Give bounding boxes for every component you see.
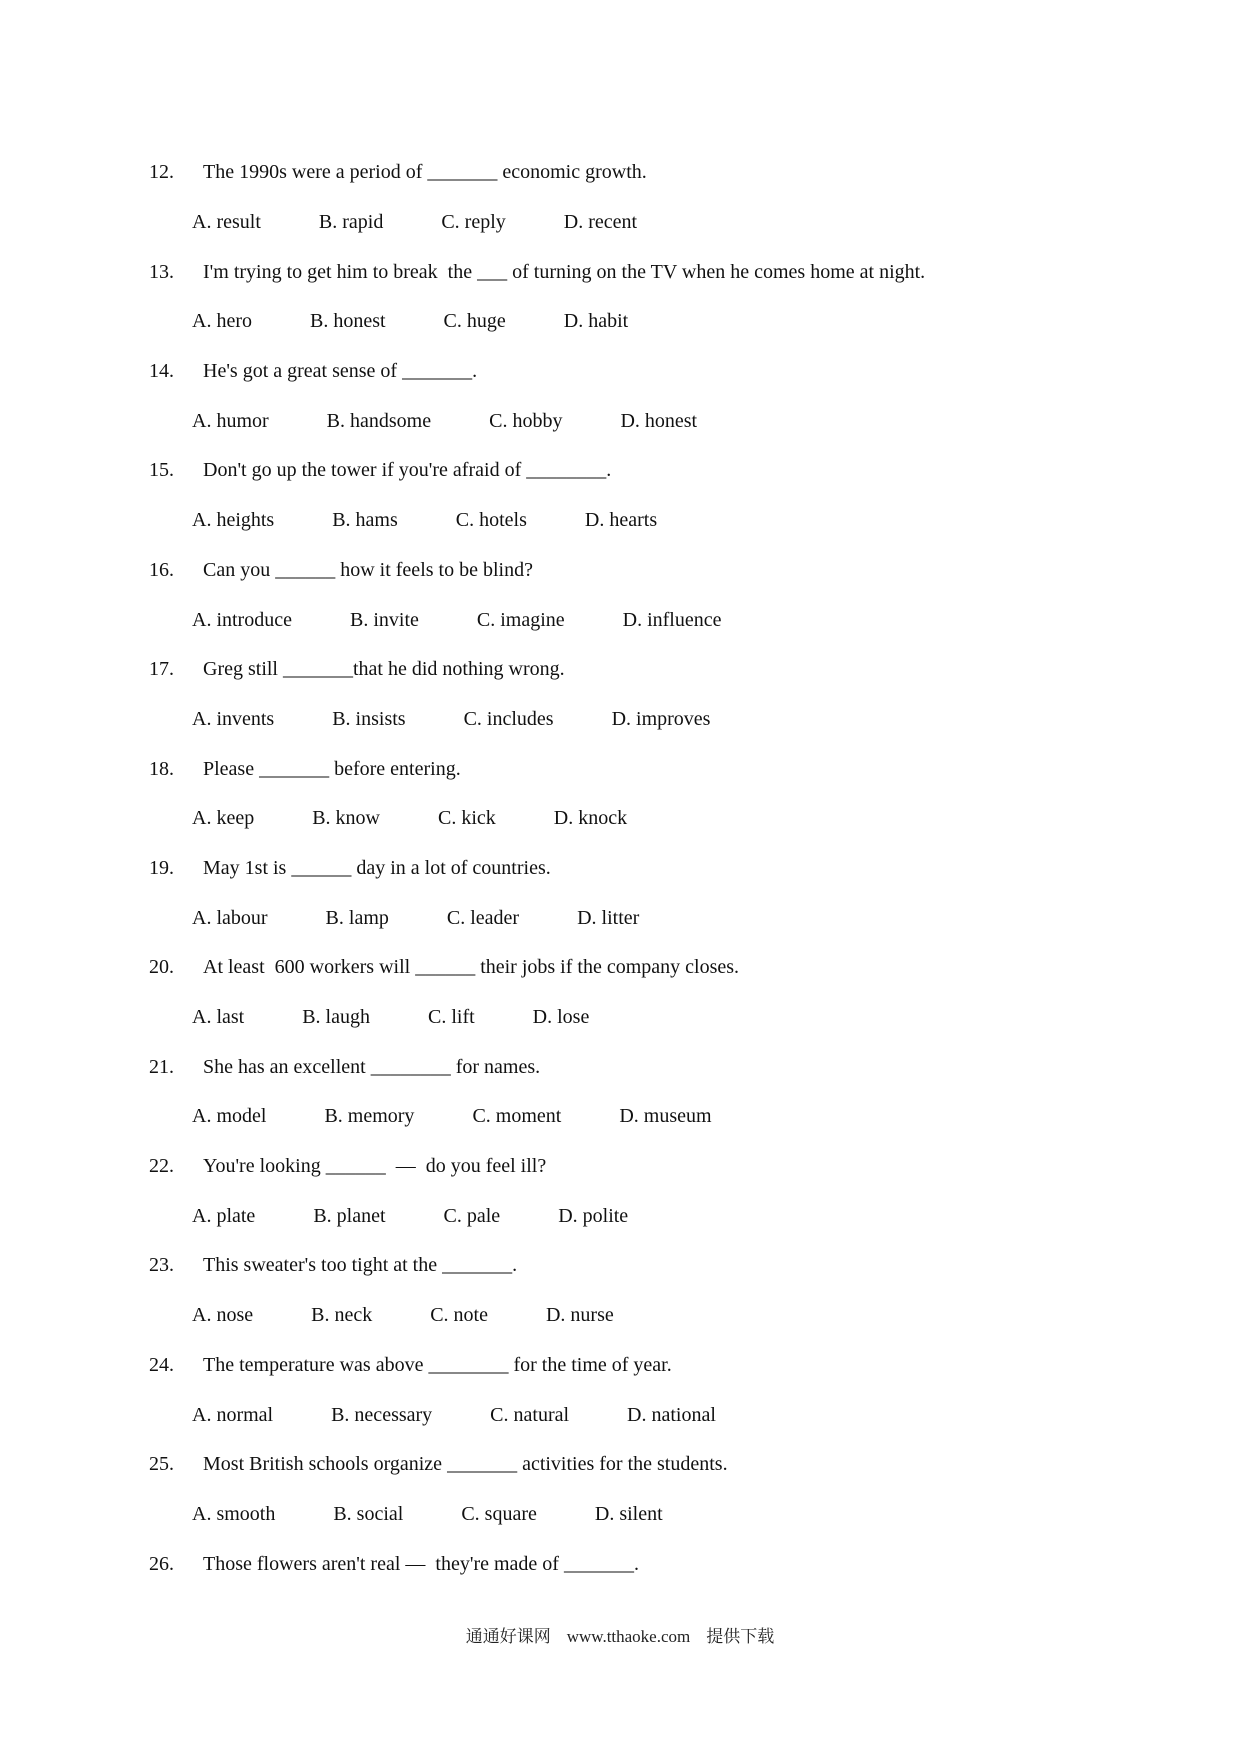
question-text: Please _______ before entering.: [203, 757, 461, 780]
option: A. plate: [192, 1204, 256, 1227]
question-line: [149, 546, 1209, 596]
question-line: [149, 1539, 1209, 1589]
question-block: [149, 347, 1209, 446]
question-block: [149, 1539, 1209, 1589]
question-number: 12.: [149, 161, 174, 184]
options-row: [149, 297, 1209, 347]
options-row: [149, 198, 1209, 248]
question-text: Those flowers aren't real — they're made of _______.: [203, 1552, 639, 1575]
options-row: [149, 1390, 1209, 1440]
option: C. kick: [438, 807, 496, 830]
question-number: 23.: [149, 1254, 174, 1277]
question-number: 17.: [149, 658, 174, 681]
question-number: 13.: [149, 260, 174, 283]
question-block: [149, 148, 1209, 247]
question-text: Most British schools organize _______ activities for the students.: [203, 1453, 728, 1476]
question-number: 14.: [149, 360, 174, 383]
option: B. hams: [332, 509, 398, 532]
question-number: 21.: [149, 1055, 174, 1078]
option: A. smooth: [192, 1502, 276, 1525]
footer-site-name: 通通好课网: [465, 1627, 551, 1646]
option: B. laugh: [302, 1006, 370, 1029]
option: D. influence: [622, 608, 722, 631]
option: C. pale: [443, 1204, 501, 1227]
option: B. neck: [311, 1304, 373, 1327]
options-row: [149, 1490, 1209, 1540]
option: D. honest: [620, 409, 698, 432]
option: A. nose: [192, 1304, 254, 1327]
question-line: [149, 148, 1209, 198]
question-block: [149, 943, 1209, 1042]
question-number: 16.: [149, 558, 174, 581]
question-line: [149, 247, 1209, 297]
question-text: The temperature was above ________ for the time of year.: [203, 1353, 672, 1376]
question-block: [149, 446, 1209, 545]
option: C. huge: [443, 310, 506, 333]
option: A. heights: [192, 509, 275, 532]
question-line: [149, 744, 1209, 794]
page-footer: [0, 1622, 1240, 1647]
option: B. insists: [332, 707, 406, 730]
option: A. hero: [192, 310, 252, 333]
option: C. leader: [446, 906, 520, 929]
option: B. invite: [349, 608, 419, 631]
option: A. invents: [192, 707, 275, 730]
option: A. introduce: [192, 608, 292, 631]
option: A. keep: [192, 807, 255, 830]
question-block: [149, 1440, 1209, 1539]
option: C. includes: [463, 707, 554, 730]
option: A. model: [192, 1105, 267, 1128]
question-block: [149, 645, 1209, 744]
question-block: [149, 1042, 1209, 1141]
option: B. planet: [313, 1204, 386, 1227]
options-row: [149, 993, 1209, 1043]
option: D. lose: [532, 1006, 590, 1029]
option: B. lamp: [325, 906, 389, 929]
option: C. lift: [428, 1006, 475, 1029]
options-row: [149, 794, 1209, 844]
question-line: [149, 645, 1209, 695]
option: D. silent: [594, 1502, 663, 1525]
question-block: [149, 844, 1209, 943]
footer-url: www.tthaoke.com: [566, 1627, 691, 1646]
question-block: [149, 247, 1209, 346]
question-line: [149, 1440, 1209, 1490]
option: C. note: [430, 1304, 488, 1327]
option: D. improves: [611, 707, 711, 730]
question-block: [149, 546, 1209, 645]
option: B. memory: [324, 1105, 415, 1128]
question-number: 24.: [149, 1353, 174, 1376]
question-line: [149, 943, 1209, 993]
option: C. hobby: [489, 409, 563, 432]
option: D. knock: [553, 807, 628, 830]
options-row: [149, 595, 1209, 645]
option: A. result: [192, 211, 261, 234]
option: A. last: [192, 1006, 245, 1029]
question-text: May 1st is ______ day in a lot of countries.: [203, 856, 551, 879]
footer-download-note: 提供下载: [706, 1627, 775, 1646]
question-text: He's got a great sense of _______.: [203, 360, 478, 383]
option: B. social: [333, 1502, 404, 1525]
option: B. necessary: [331, 1403, 433, 1426]
option: D. polite: [558, 1204, 629, 1227]
option: D. nurse: [545, 1304, 614, 1327]
question-block: [149, 1341, 1209, 1440]
question-line: [149, 1042, 1209, 1092]
question-block: [149, 1241, 1209, 1340]
question-text: The 1990s were a period of _______ economic growth.: [203, 161, 647, 184]
option: D. habit: [563, 310, 629, 333]
options-row: [149, 695, 1209, 745]
option: C. imagine: [476, 608, 565, 631]
option: C. square: [461, 1502, 537, 1525]
question-line: [149, 347, 1209, 397]
option: D. hearts: [584, 509, 658, 532]
option: A. humor: [192, 409, 269, 432]
option: B. handsome: [326, 409, 432, 432]
question-number: 22.: [149, 1155, 174, 1178]
question-number: 26.: [149, 1552, 174, 1575]
question-line: [149, 844, 1209, 894]
option: A. labour: [192, 906, 268, 929]
options-row: [149, 1291, 1209, 1341]
question-text: At least 600 workers will ______ their jobs if the company closes.: [203, 956, 740, 979]
question-text: Greg still _______that he did nothing wrong.: [203, 658, 565, 681]
question-number: 19.: [149, 856, 174, 879]
question-number: 15.: [149, 459, 174, 482]
question-line: [149, 446, 1209, 496]
option: C. moment: [472, 1105, 562, 1128]
option: B. honest: [309, 310, 386, 333]
question-block: [149, 744, 1209, 843]
options-row: [149, 1092, 1209, 1142]
question-text: I'm trying to get him to break the ___ of turning on the TV when he comes home at night.: [203, 260, 926, 283]
question-number: 18.: [149, 757, 174, 780]
option: B. rapid: [318, 211, 384, 234]
option: D. museum: [619, 1105, 712, 1128]
question-text: She has an excellent ________ for names.: [203, 1055, 541, 1078]
question-number: 25.: [149, 1453, 174, 1476]
option: C. reply: [441, 211, 506, 234]
question-number: 20.: [149, 956, 174, 979]
option: D. national: [627, 1403, 716, 1426]
options-row: [149, 1191, 1209, 1241]
option: D. recent: [563, 211, 638, 234]
option: D. litter: [577, 906, 640, 929]
option: B. know: [312, 807, 380, 830]
question-text: Can you ______ how it feels to be blind?: [203, 558, 533, 581]
question-list: [149, 148, 1209, 1589]
question-text: You're looking ______ — do you feel ill?: [203, 1155, 547, 1178]
option: A. normal: [192, 1403, 274, 1426]
question-line: [149, 1241, 1209, 1291]
option: C. natural: [490, 1403, 570, 1426]
question-block: [149, 1142, 1209, 1241]
options-row: [149, 496, 1209, 546]
question-text: This sweater's too tight at the _______.: [203, 1254, 518, 1277]
question-line: [149, 1341, 1209, 1391]
options-row: [149, 396, 1209, 446]
question-line: [149, 1142, 1209, 1192]
option: C. hotels: [455, 509, 527, 532]
options-row: [149, 893, 1209, 943]
question-text: Don't go up the tower if you're afraid of ________.: [203, 459, 612, 482]
